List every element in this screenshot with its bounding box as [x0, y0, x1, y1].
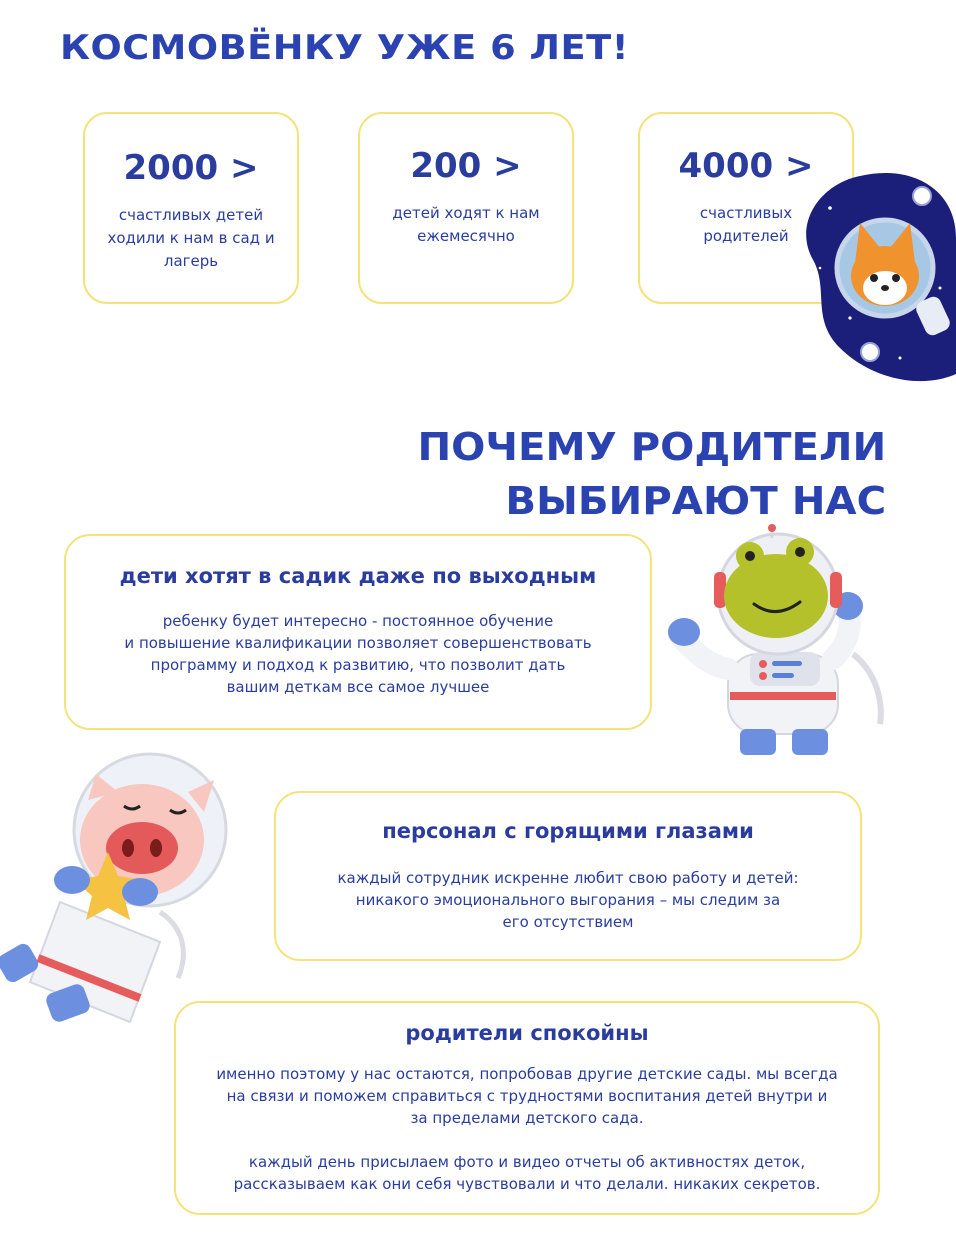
reason-body: именно поэтому у нас остаются, попробовав другие детские сады. мы всегда на связи и поможем справиться с трудностями воспитания детей внутри и за пределами детского сада. каждый день присылаем фото и видео отчеты об активностях деток, рассказываем как они себя чувствовали и что делали. никаких секретов. — [216, 1065, 838, 1193]
stat-label: детей ходят к нам ежемесячно — [392, 204, 540, 245]
corgi-astronaut-icon — [800, 168, 956, 384]
stat-value: 4000 > — [678, 146, 814, 186]
stat-label: счастливых родителей — [699, 204, 793, 245]
reason-card-weekends — [64, 534, 652, 730]
reason-card-staff — [274, 791, 862, 961]
reason-title: родители спокойны — [405, 1021, 649, 1045]
reason-title: дети хотят в садик даже по выходным — [119, 564, 597, 588]
stat-value: 200 > — [410, 146, 522, 186]
stat-value: 2000 > — [123, 148, 259, 188]
why-title — [417, 420, 886, 528]
why-title-line1: ПОЧЕМУ РОДИТЕЛИ — [417, 425, 886, 469]
reason-title: персонал с горящими глазами — [382, 819, 754, 843]
frog-astronaut-icon — [668, 524, 890, 760]
stat-card-kids — [83, 112, 299, 304]
stat-label: счастливых детей ходили к нам в сад и лагерь — [107, 206, 275, 270]
reason-body: каждый сотрудник искренне любит свою работу и детей: никакого эмоционального выгорания – мы следим за его отсутствием — [337, 869, 799, 931]
stat-card-monthly — [358, 112, 574, 304]
pig-astronaut-icon — [0, 752, 240, 1038]
reason-card-parents — [174, 1001, 880, 1215]
reason-body: ребенку будет интересно - постоянное обучение и повышение квалификации позволяет совершенствовать программу и подход к развитию, что позволит дать вашим деткам все самое лучшее — [124, 612, 592, 696]
why-title-line2: ВЫБИРАЮТ НАС — [505, 479, 886, 523]
page-title: КОСМОВЁНКУ УЖЕ 6 ЛЕТ! — [60, 28, 630, 68]
